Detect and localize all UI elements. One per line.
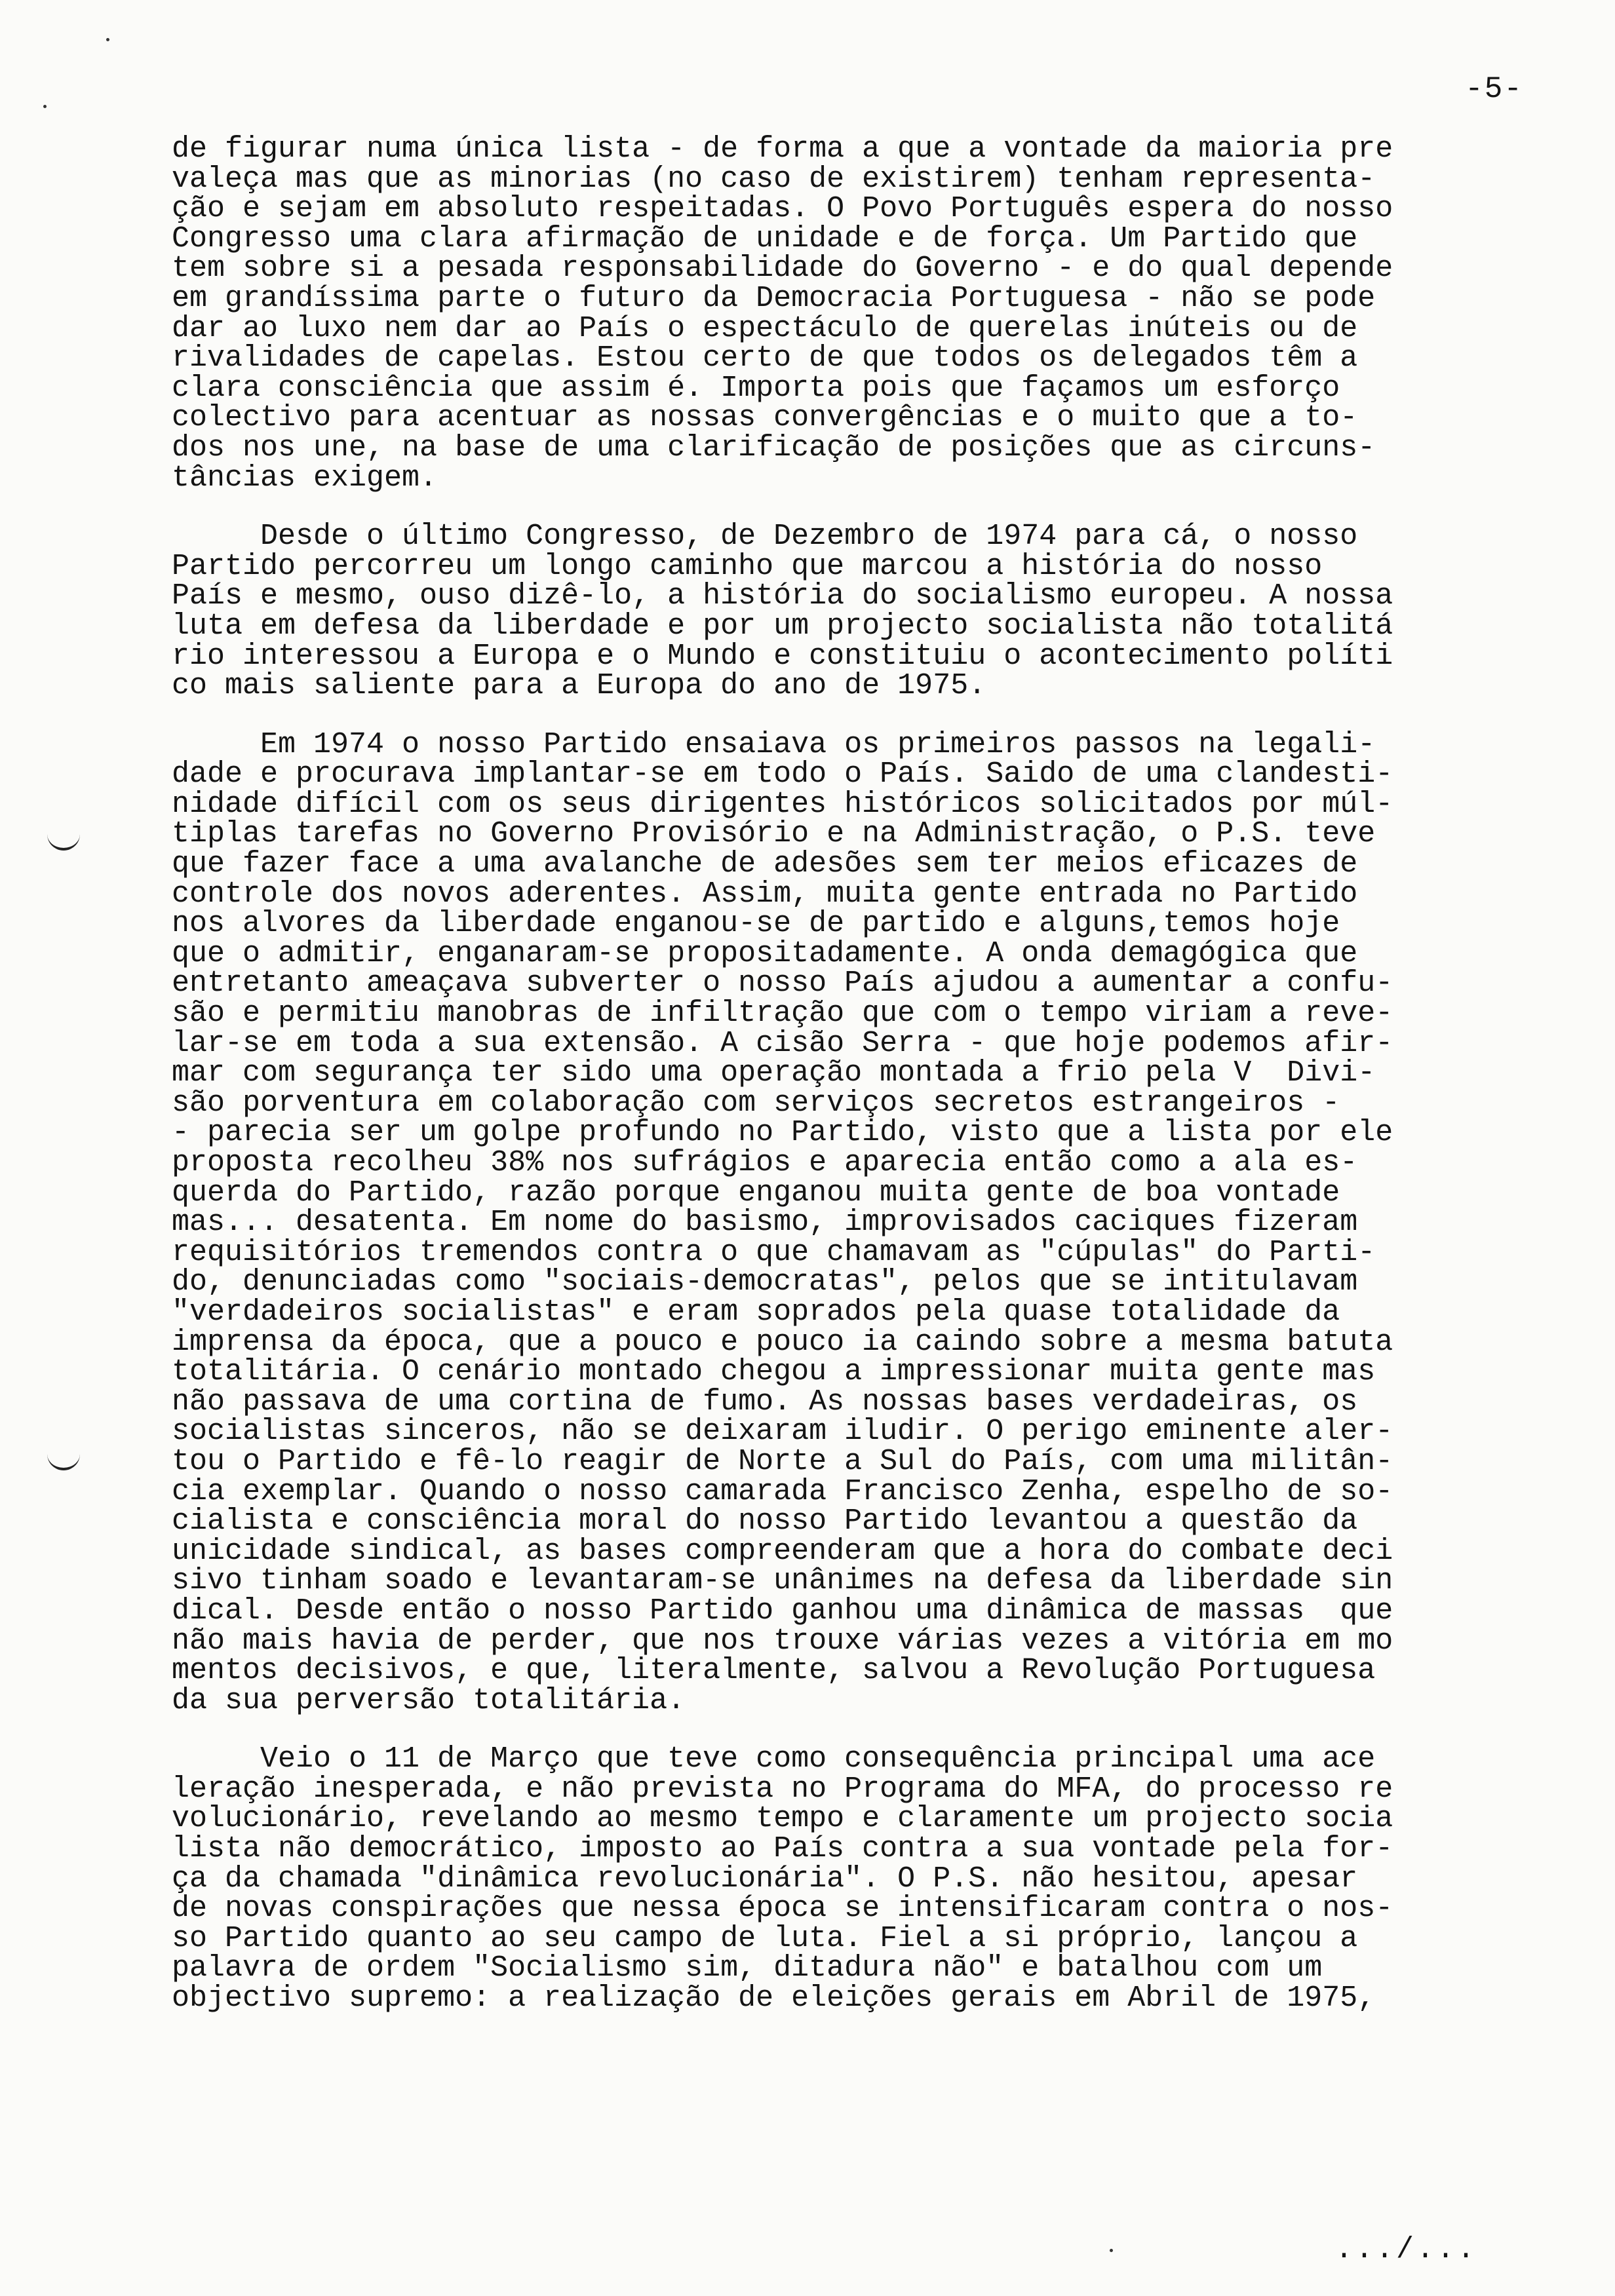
text-line: de novas conspirações que nessa época se intensificaram contra o nos- — [172, 1892, 1393, 1926]
text-line: dical. Desde então o nosso Partido ganhou uma dinâmica de massas que — [172, 1594, 1393, 1628]
text-line: requisitórios tremendos contra o que chamavam as "cúpulas" do Parti- — [172, 1235, 1376, 1269]
scan-speck — [43, 105, 47, 108]
text-line: País e mesmo, ouso dizê-lo, a história do socialismo europeu. A nossa — [172, 579, 1393, 613]
text-line: em grandíssima parte o futuro da Democracia Portuguesa - não se pode — [172, 281, 1376, 315]
text-line: "verdadeiros socialistas" e eram soprados pela quase totalidade da — [172, 1295, 1340, 1329]
punch-hole-mark-upper — [47, 833, 80, 851]
text-line: tou o Partido e fê-lo reagir de Norte a Sul do País, com uma militân- — [172, 1444, 1393, 1478]
paragraph-3 — [172, 727, 1542, 1717]
page-number: -5- — [1465, 72, 1523, 106]
text-line: Partido percorreu um longo caminho que marcou a história do nosso — [172, 549, 1323, 583]
text-line: não passava de uma cortina de fumo. As nossas bases verdadeiras, os — [172, 1385, 1358, 1419]
text-line: que o admitir, enganaram-se propositadamente. A onda demagógica que — [172, 936, 1358, 970]
scan-speck — [106, 38, 109, 41]
text-line: que fazer face a uma avalanche de adesões sem ter meios eficazes de — [172, 847, 1358, 881]
paragraph-2 — [172, 522, 1542, 701]
text-line: mar com segurança ter sido uma operação montada a frio pela V Divi- — [172, 1056, 1376, 1090]
text-line: objectivo supremo: a realização de eleições gerais em Abril de 1975, — [172, 1981, 1376, 2016]
text-line: unicidade sindical, as bases compreenderam que a hora do combate deci — [172, 1534, 1393, 1568]
text-line: são porventura em colaboração com serviços secretos estrangeiros - — [172, 1086, 1340, 1120]
text-line: nidade difícil com os seus dirigentes históricos solicitados por múl- — [172, 787, 1393, 821]
text-line: ça da chamada "dinâmica revolucionária". O P.S. não hesitou, apesar — [172, 1862, 1358, 1896]
text-line: sivo tinham soado e levantaram-se unânimes na defesa da liberdade sin — [172, 1564, 1393, 1598]
text-line: proposta recolheu 38% nos sufrágios e aparecia então como a ala es- — [172, 1146, 1358, 1179]
text-line: - parecia ser um golpe profundo no Partido, visto que a lista por ele — [172, 1116, 1393, 1150]
text-line: Congresso uma clara afirmação de unidade e de força. Um Partido que — [172, 221, 1358, 256]
text-line: de figurar numa única lista - de forma a que a vontade da maioria pre — [172, 132, 1393, 166]
text-line: entretanto ameaçava subverter o nosso País ajudou a aumentar a confu- — [172, 966, 1393, 1001]
text-line: cia exemplar. Quando o nosso camarada Francisco Zenha, espelho de so- — [172, 1474, 1393, 1508]
text-line: controle dos novos aderentes. Assim, muita gente entrada no Partido — [172, 877, 1358, 911]
text-line: imprensa da época, que a pouco e pouco ia caindo sobre a mesma batuta — [172, 1325, 1393, 1359]
text-line: mas... desatenta. Em nome do basismo, improvisados caciques fizeram — [172, 1206, 1358, 1240]
text-line: nos alvores da liberdade enganou-se de partido e alguns,temos hoje — [172, 907, 1340, 941]
text-line: da sua perversão totalitária. — [172, 1683, 686, 1717]
text-line: tâncias exigem. — [172, 461, 438, 495]
continuation-mark: .../... — [1334, 2233, 1477, 2267]
paragraph-1 — [172, 134, 1542, 493]
text-line: so Partido quanto ao seu campo de luta. Fiel a si próprio, lançou a — [172, 1921, 1358, 1955]
text-line: socialistas sinceros, não se deixaram iludir. O perigo eminente aler- — [172, 1415, 1393, 1449]
text-line: mentos decisivos, e que, literalmente, salvou a Revolução Portuguesa — [172, 1654, 1376, 1688]
text-line: ção e sejam em absoluto respeitadas. O Povo Português espera do nosso — [172, 192, 1393, 226]
text-line: Desde o último Congresso, de Dezembro de 1974 para cá, o nosso — [172, 520, 1358, 554]
text-line: lar-se em toda a sua extensão. A cisão Serra - que hoje podemos afir- — [172, 1026, 1393, 1060]
text-line: totalitária. O cenário montado chegou a impressionar muita gente mas — [172, 1355, 1376, 1389]
text-line: rio interessou a Europa e o Mundo e constituiu o acontecimento políti — [172, 639, 1393, 673]
text-line: dos nos une, na base de uma clarificação de posições que as circuns- — [172, 430, 1376, 465]
text-line: tem sobre si a pesada responsabilidade do Governo - e do qual depende — [172, 252, 1393, 286]
text-line: palavra de ordem "Socialismo sim, ditadura não" e batalhou com um — [172, 1951, 1323, 1985]
text-line: colectivo para acentuar as nossas convergências e o muito que a to- — [172, 401, 1358, 435]
text-line: leração inesperada, e não prevista no Programa do MFA, do processo re — [172, 1772, 1393, 1806]
text-line: do, denunciadas como "sociais-democratas", pelos que se intitulavam — [172, 1265, 1358, 1299]
text-line: Veio o 11 de Março que teve como consequência principal uma ace — [172, 1742, 1376, 1776]
text-line: dar ao luxo nem dar ao País o espectáculo de querelas inúteis ou de — [172, 311, 1358, 345]
text-line: são e permitiu manobras de infiltração que com o tempo viriam a reve- — [172, 997, 1393, 1031]
text-line: tiplas tarefas no Governo Provisório e na Administração, o P.S. teve — [172, 817, 1376, 851]
document-body — [172, 134, 1542, 2014]
text-line: querda do Partido, razão porque enganou muita gente de boa vontade — [172, 1176, 1340, 1210]
text-line: cialista e consciência moral do nosso Partido levantou a questão da — [172, 1504, 1358, 1539]
text-line: clara consciência que assim é. Importa pois que façamos um esforço — [172, 371, 1340, 405]
text-line: lista não democrático, imposto ao País contra a sua vontade pela for- — [172, 1832, 1393, 1866]
text-line: Em 1974 o nosso Partido ensaiava os primeiros passos na legali- — [172, 727, 1376, 761]
paragraph-4 — [172, 1742, 1542, 2016]
text-line: não mais havia de perder, que nos trouxe várias vezes a vitória em mo — [172, 1624, 1393, 1658]
text-line: dade e procurava implantar-se em todo o País. Saido de uma clandesti- — [172, 757, 1393, 792]
text-line: volucionário, revelando ao mesmo tempo e claramente um projecto socia — [172, 1802, 1393, 1836]
text-line: valeça mas que as minorias (no caso de existirem) tenham representa- — [172, 162, 1376, 196]
text-line: co mais saliente para a Europa do ano de 1975. — [172, 669, 986, 703]
text-line: rivalidades de capelas. Estou certo de que todos os delegados têm a — [172, 341, 1358, 375]
text-line: luta em defesa da liberdade e por um projecto socialista não totalitá — [172, 609, 1393, 643]
punch-hole-mark-lower — [47, 1453, 80, 1470]
scan-speck — [1110, 2249, 1113, 2252]
